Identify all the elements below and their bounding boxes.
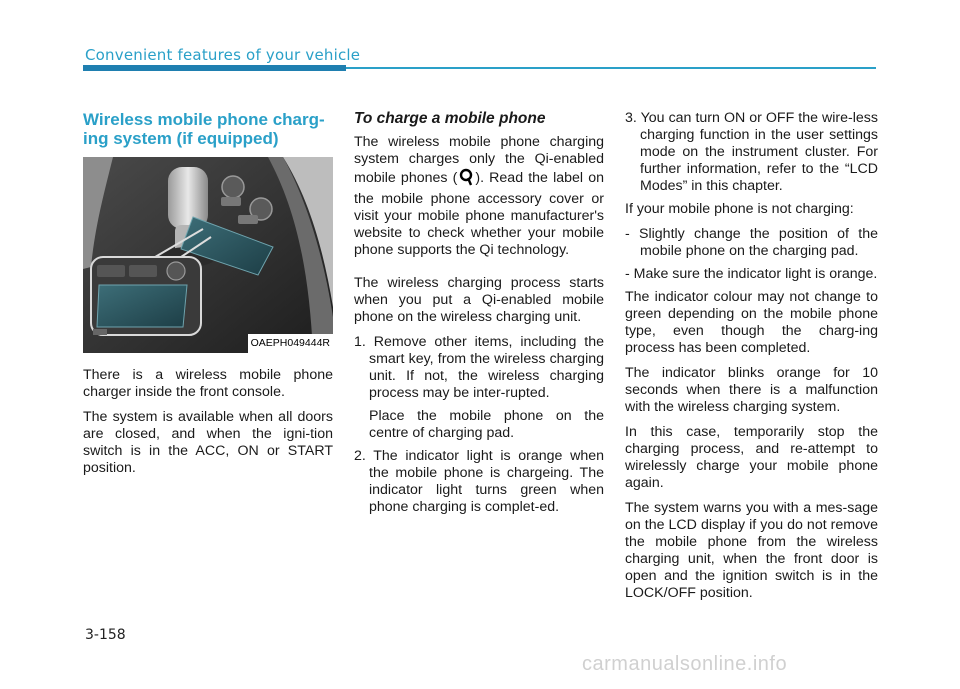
paragraph: The system is available when all doors are closed, and when the igni-tion switch is in the ACC, ON or START position.: [83, 409, 333, 476]
console-charger-photo: [83, 157, 333, 353]
column-1: [83, 110, 333, 485]
console-photo-illustration: [83, 157, 333, 353]
paragraph: The wireless charging process starts when you put a Qi-enabled mobile phone on the wireless charging unit.: [354, 275, 604, 325]
paragraph: If your mobile phone is not charging:: [625, 201, 854, 217]
paragraph: The indicator blinks orange for 10 seconds when there is a malfunction with the wireless charging system.: [625, 365, 878, 415]
list-item-continuation: Place the mobile phone on the centre of charging pad.: [369, 408, 604, 441]
paragraph: There is a wireless mobile phone charger inside the front console.: [83, 367, 333, 400]
paragraph: The indicator colour may not change to green depending on the mobile phone type, even though the charg-ing process has been completed.: [625, 289, 878, 356]
paragraph: In this case, temporarily stop the charging process, and re-attempt to wirelessly charge your mobile phone again.: [625, 424, 878, 491]
page-number: 3-158: [85, 627, 126, 643]
paragraph-qi: [354, 134, 604, 259]
column-2: [354, 110, 604, 522]
header-rule-light: [346, 67, 876, 69]
subsection-heading: To charge a mobile phone: [354, 110, 546, 127]
section-heading: Wireless mobile phone charg-ing system (if equipped): [83, 110, 325, 148]
section-header-title: Convenient features of your vehicle: [85, 46, 361, 64]
list-item: 3. You can turn ON or OFF the wire-less charging function in the user settings mode on the instrument cluster. For further information, refer to the “LCD Modes” in this chapter.: [625, 110, 878, 194]
paragraph-text: The wireless mobile phone charging system charges only the Qi-enabled mobile phones (: [354, 134, 604, 186]
watermark: carmanualsonline.info: [582, 653, 788, 675]
paragraph: The system warns you with a mes-sage on the LCD display if you do not remove the mobile phone from the wireless charging unit, when the front door is open and the ignition switch is in the LOCK/OFF position.: [625, 500, 878, 601]
qi-wireless-icon: [459, 168, 473, 191]
paragraph-text: ). Read the label on the mobile phone accessory cover or visit your mobile phone manufacturer's website to check whether your mobile phone supports the Qi technology.: [354, 170, 604, 258]
list-item: 2. The indicator light is orange when the mobile phone is chargeing. The indicator light turns green when phone charging is complet-ed.: [354, 448, 604, 515]
column-3: [625, 110, 878, 610]
image-code-label: OAEPH049444R: [248, 334, 333, 353]
dash-item: - Make sure the indicator light is orange.: [625, 266, 878, 282]
dash-item: - Slightly change the position of the mobile phone on the charging pad.: [625, 226, 878, 259]
header-rule-dark: [83, 65, 346, 71]
list-item: 1. Remove other items, including the smart key, from the wireless charging unit. If not, the wireless charging process may be inter-rupted.: [354, 334, 604, 401]
